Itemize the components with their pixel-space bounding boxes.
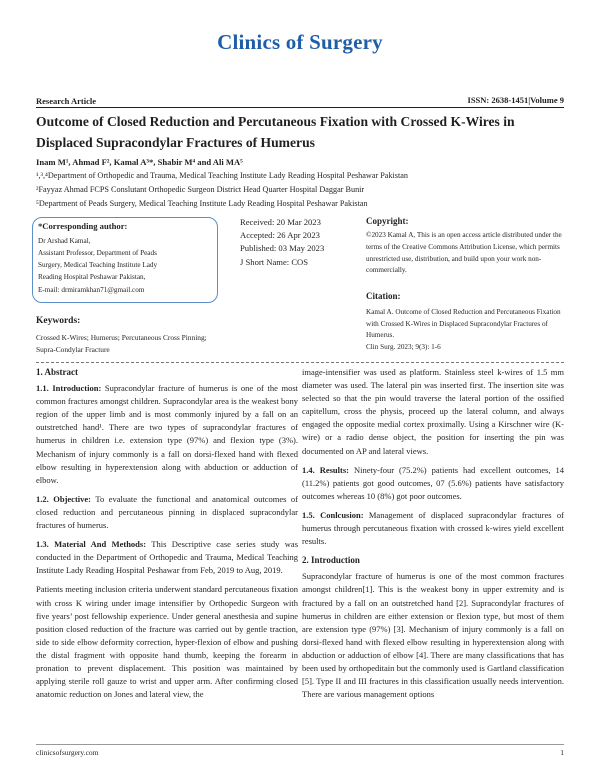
accepted-date: Accepted: 26 Apr 2023 [240,230,320,241]
article-type: Research Article [36,96,97,106]
issn-volume: ISSN: 2638-1451|Volume 9 [467,95,564,105]
page-number: 1 [560,748,564,757]
affiliation-2: ²Fayyaz Ahmad FCPS Conslutant Orthopedic Surgeon District Head Quarter Hospital Daggar Bunir [36,185,365,194]
abstract-heading: 1. Abstract [36,367,78,377]
copyright-heading: Copyright: [366,216,409,226]
methods-text: This Descriptive case series study was conducted in the Department of Orthopedic and Trauma, Medical Teaching Institute Lady Reading Hospital Peshawar from Feb, 2019 to Aug, 2019. [36,539,298,576]
copyright-text: ©2023 Kamal A, This is an open access article distributed under the terms of the Creative Commons Attribution License, which permits unrestricted use, distribution, and build upon your work non-commercially. [366,231,562,275]
introduction-heading: 2. Introduction [302,555,360,566]
published-date: Published: 03 May 2023 [240,243,325,254]
conclusion-text: Management of displaced supracondylar fractures of humerus through percutaneous fixation with crossed k-wires yield excellent results. [302,509,564,547]
citation-text: Kamal A. Outcome of Closed Reduction and Percutaneous Fixation with Crossed K-Wires in Displaced Supracondylar Fractures of Humerus. [366,308,561,339]
header-rule [36,107,564,108]
author-list: Inam M¹, Ahmad F², Kamal A³*, Shabir M⁴ and Ali MA⁵ [36,157,243,167]
abstract-methods [36,538,298,577]
introduction-text: Supracondylar fracture of humerus is one of the most common fractures amongst children[1]. This is the weakest bony in upper extremity and is fractured by a fall on an outstretched hand [2]. Supracondylar fractures of humerus in children are either extension or flexion type, but most of them are extension type (97%) [3]. Mechanism of injury commonly is a fall on dorsi-flexed hand with flexed elbow resulting in hyperextension along with abduction or adduction of elbow [4]. There are many classifications that has been used by orthopeditain but the commonly used is Gartland classification [5]. Type II and III fractures in this classification usually needs intervention. There are various management options [302,571,564,700]
right-column [302,366,564,707]
corresponding-dept: Surgery, Medical Teaching Institute Lady [38,261,158,269]
article-title: Outcome of Closed Reduction and Percutaneous Fixation with Crossed K-Wires in Displaced Supracondylar Fractures of Humerus [36,114,515,150]
objective-label: 1.2. Objective: [36,493,91,504]
methods-continued: image-intensifier was used as platform. Stainless steel k-wires of 1.5 mm diameter was used. The lateral pin was inserted first. The insertion site was selected so that the pin would traverse the lateral portion of the ossified capitellum, cross the physis, proceed up the lateral column, and always engaged the opposite medial cortex proximally. Using a Kirschner wire (K-wire) or a radio dense object, the position for inserting the pin was documented on AP and lateral views. [302,367,564,456]
section-divider [36,362,564,363]
intro-text: Supracondylar fracture of humerus is one of the most common fractures amongst children. Supracondylar area is the weakest bony region of the upper limb and is most commonly injured by a fall on an outstretched hand¹. There are two types of supracondylar fractures of humerus in children i.e. extension type (97%) and flexion type (3%). Mechanism of injury commonly is a fall on dorsi-flexed hand with flexed elbow resulting in hyperextension along with abduction or adduction of elbow. [36,383,299,485]
methods-label: 1.3. Material And Methods: [36,539,147,550]
affiliation-1: ¹,³,⁴Department of Orthopedic and Trauma, Medical Teaching Institute Lady Reading Hospital Peshawar Pakistan [36,171,408,180]
corresponding-institution: Reading Hospital Peshawar Pakistan, [38,273,146,281]
objective-text: To evaluate the functional and anatomical outcomes of closed reduction and percutaneous pinning in displaced supracondylar fractures of humerus. [36,493,298,531]
keywords-text: Crossed K-Wires; Humerus; Percutaneous Cross Pinning; Supra-Condylar Fracture [36,333,207,354]
journal-short-name: J Short Name: COS [240,256,309,267]
abstract-results [302,464,564,503]
results-label: 1.4. Results: [302,464,349,475]
conclusion-label: 1.5. Conlcusion: [302,509,364,520]
corresponding-position: Assistant Professor, Department of Peads [38,249,157,257]
abstract-conclusion [302,509,564,548]
affiliation-3: ⁵Department of Peads Surgery, Medical Teaching Institute Lady Reading Hospital Peshawar Pakistan [36,199,368,208]
corresponding-name: Dr Arshad Kamal, [38,237,91,245]
keywords-heading: Keywords: [36,316,81,326]
article-dates [240,216,324,269]
footer-site-link[interactable]: clinicsofsurgery.com [36,748,99,757]
results-text: Ninety-four (75.2%) patients had excellent outcomes, 14 (11.2%) patients got good outcomes, 07 (5.6%) patients have satisfactory outcomes whereas 10 (8%) got poor outcomes. [302,464,564,501]
corresponding-email[interactable]: E-mail: drmiramkhan71@gmail.com [38,286,145,294]
journal-title: Clinics of Surgery [217,30,383,54]
methods-paragraph: Patients meeting inclusion criteria underwent standard percutaneous fixation with cross K wiring under image intensifier by Orthopedic Surgeon with five years’ post fellowship experience. Under general anesthesia and supine position closed reduction of the fracture was carried out by gentle traction, side to side elbow deformity correction, hyper-flexion of elbow and pushing the distal fragment with opposite hand thumb, keeping the forearm in pronation to prevent displacement. This position was maintained by applying sterile roll gauze to wrist and upper arm. After confirming closed anatomic reduction on Jones and lateral view, the [36,584,298,700]
abstract-introduction [36,382,298,487]
received-date: Received: 20 Mar 2023 [240,217,321,227]
corresponding-author-heading: *Corresponding author: [38,221,128,231]
citation-heading: Citation: [366,291,401,301]
footer-rule [36,744,564,745]
left-column [36,366,298,707]
citation-ref: Clin Surg. 2023; 9(3): 1-6 [366,342,441,351]
intro-label: 1.1. Introduction: [36,383,102,394]
abstract-objective [36,493,298,532]
citation-block [366,307,571,353]
